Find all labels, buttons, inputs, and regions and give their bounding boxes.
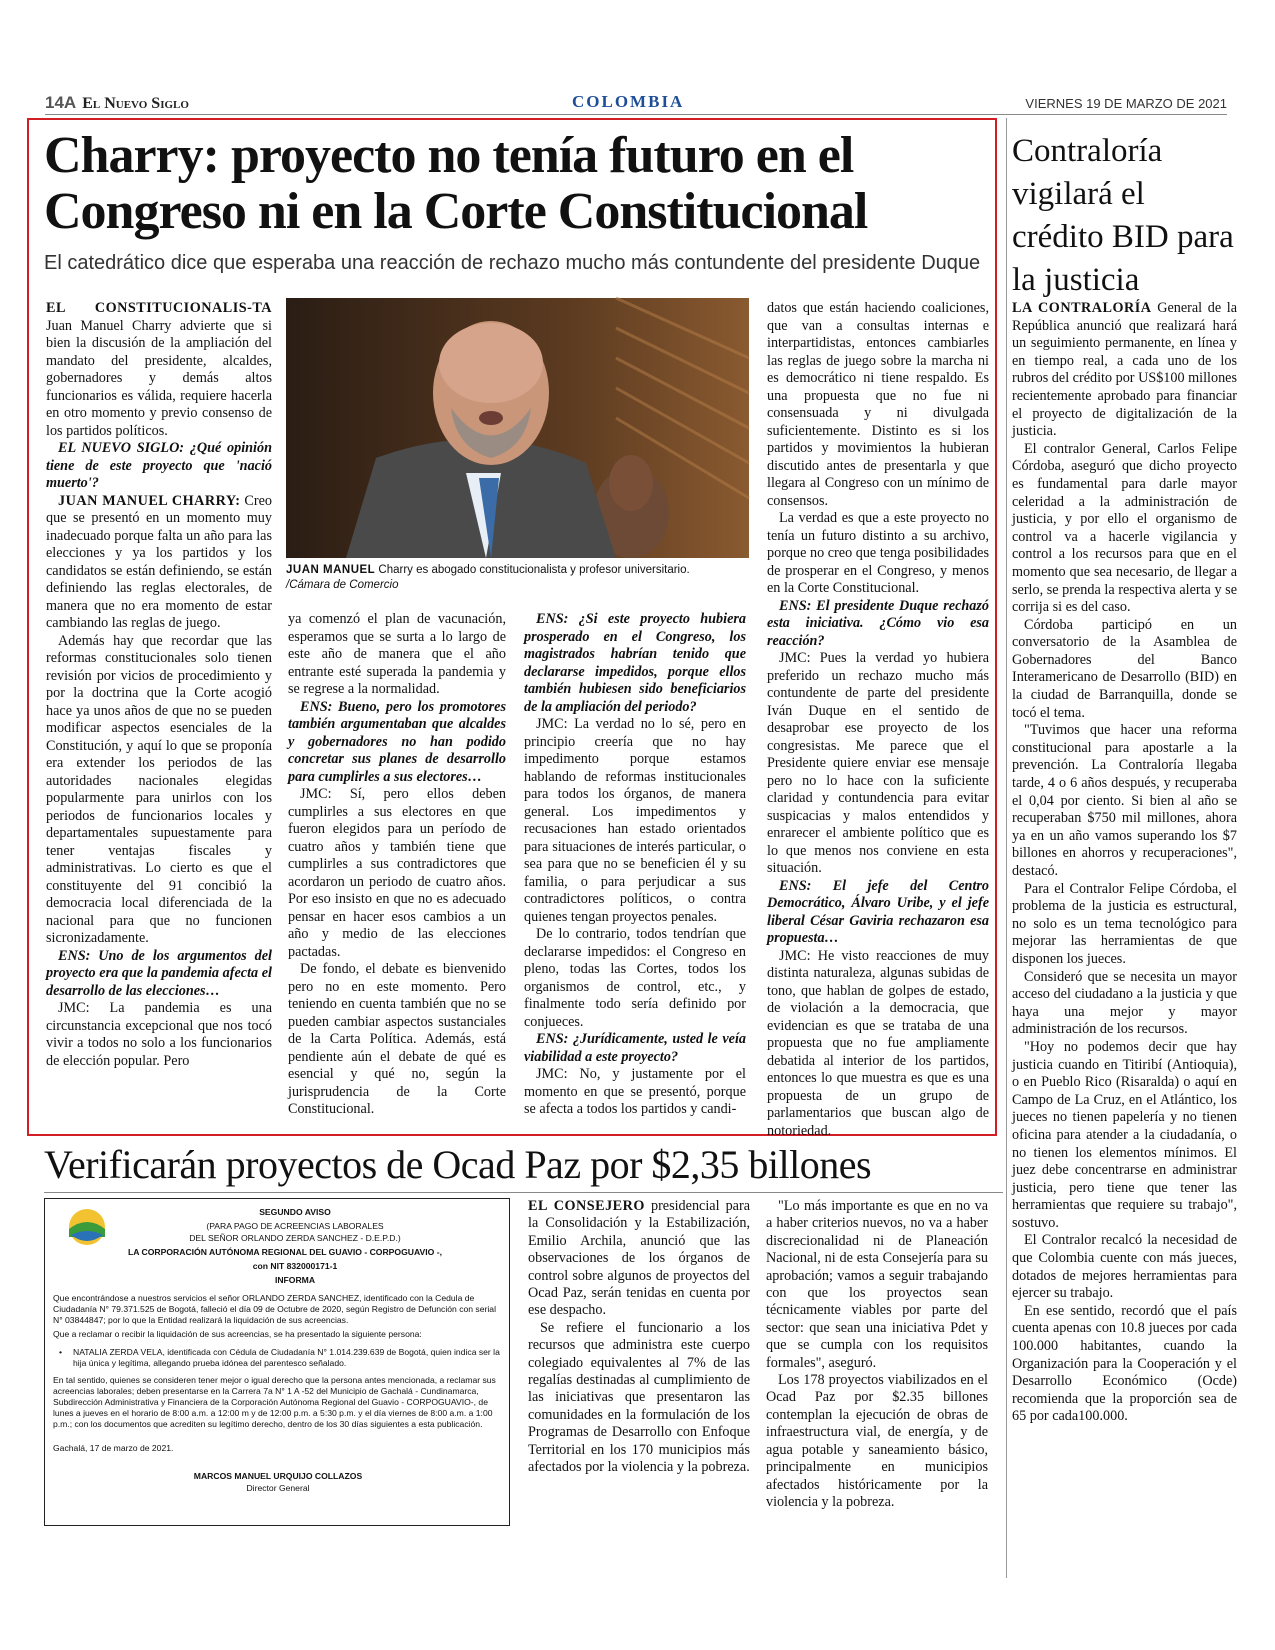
answer: JMC: Pues la verdad yo hubiera preferido un rechazo mucho más contundente de parte del presidente Iván Duque en el sentido de desaprobar ese proyecto de los congresistas. Me parece que el Presidente quiere enviar ese mensaje pero no lo hace con la suficiente claridad y contundencia para evitar suspicacias y malos entendidos y enrarecer el ambiente político que es lo que menos nos conviene en esta situación. bbox=[767, 650, 989, 876]
photo-caption: JUAN MANUEL Charry es abogado constitucionalista y profesor universitario. /Cámara de Comercio bbox=[286, 564, 690, 591]
main-column-4 bbox=[767, 300, 989, 1139]
paragraph: "Tuvimos que hacer una reforma constitucional para apostarle a la prevención. La Contraloría llegaba tarde, 4 o 6 años después, y recuperaba el 0,04 por ciento. Si bien al año se recuperaban $750 mil millones, ahora ya en un año vamos superando los $7 billones en ahorros y recuperaciones", destacó. bbox=[1012, 722, 1237, 879]
paragraph: EL CONSEJERO presidencial para la Consolidación y la Estabilización, Emilio Archila, anunció que las observaciones de los órganos de control sobre algunos de proyectos del Ocad Paz, serán tenidas en cuenta por ese despacho. bbox=[528, 1198, 750, 1319]
paragraph: De fondo, el debate es bienvenido pero no en este momento. Pero teniendo en cuenta también que no se pueden cambiar aspectos sustanciales de la Carta Política. Además, está pendiente aún el debate de qué es esencial y qué no, según la jurisprudencia de la Corte Constitucional. bbox=[288, 961, 506, 1117]
main-headline: Charry: proyecto no tenía futuro en el Congreso ni en la Corte Constitucional bbox=[44, 127, 868, 240]
main-column-1 bbox=[46, 300, 272, 1132]
question: EL NUEVO SIGLO: ¿Qué opinión tiene de este proyecto que 'nació muerto'? bbox=[46, 440, 272, 491]
photo-credit: /Cámara de Comercio bbox=[286, 579, 399, 591]
paragraph: De lo contrario, todos tendrían que declararse impedidos: el Congreso en pleno, todas las Cortes, todos los organismos de control, etc., y finalmente todo sería definido por conjueces. bbox=[524, 926, 746, 1030]
notice-line: DEL SEÑOR ORLANDO ZERDA SANCHEZ - D.E.P.D.) bbox=[189, 1233, 401, 1243]
main-column-3 bbox=[524, 611, 746, 1131]
paragraph: Consideró que se necesita un mayor acceso del ciudadano a la justicia y que haya una mejor y mayor administración de los recursos. bbox=[1012, 968, 1237, 1038]
column-divider bbox=[1006, 118, 1007, 1578]
side-article-body bbox=[1012, 300, 1237, 1600]
second-article-column-2 bbox=[766, 1198, 988, 1578]
paragraph: La verdad es que a este proyecto no tenía un futuro distinto a su archivo, porque no creo que tenga posibilidades de prosperar en el Congreso, y menos en la Corte Constitucional. bbox=[767, 510, 989, 596]
notice-signature-title: Director General bbox=[246, 1483, 310, 1493]
notice-paragraph: Que encontrándose a nuestros servicios el señor ORLANDO ZERDA SANCHEZ, identificado con la Cedula de Ciudadanía N° 79.371.525 de Bogotá, falleció el día 09 de Octubre de 2020, según Registro de Defunción con serial N° 03844847; por lo que la Entidad realizará la liquidación de sus acreencias. bbox=[53, 1293, 496, 1325]
answer: JUAN MANUEL CHARRY: Creo que se presentó en un momento muy inadecuado porque falta un año para las elecciones y ya los partidos y los candidatos se están definiendo, se están definiendo las reglas electorales, de manera que no era momento de estar cambiando las reglas de juego. bbox=[46, 492, 272, 631]
notice-paragraph: • NATALIA ZERDA VELA, identificada con Cédula de Ciudadanía N° 1.014.239.639 de Bogotá, quien indica ser la hija única y legítima, allegando prueba idónea del parentesco señalado. bbox=[59, 1347, 500, 1368]
header-rule bbox=[45, 114, 1227, 115]
paragraph: Además hay que recordar que las reformas constitucionales solo tienen revisión por vicios de procedimiento y por la doctrina que la Corte acogió hace ya unos años de que no se pueden modificar aspectos esenciales de la Constitución, y aquí lo que se proponía era extender los periodos de las autoridades nacionales elegidas popularmente para unirlos con los periodos de funcionarios locales y departamentales supuestamente para tener ventajas fiscales y administrativas. Lo cierto es que el constituyente del 91 concibió la democracia local diferenciada de la nacional para que no funcionen sicronizadamente. bbox=[46, 632, 272, 946]
paragraph: LA CONTRALORÍA General de la República anunció que realizará hará un seguimiento permanente, en línea y en tiempo real, a cada uno de los rubros del crédito por US$100 millones recientemente aprobado para financiar el proyecto de digitalización de la justicia. bbox=[1012, 300, 1237, 440]
answer: JMC: He visto reacciones de muy distinta naturaleza, algunas subidas de tono, que hablan de golpes de estado, de violación a la democracia, que evidencian es que se trataba de una propuesta que no fue ampliamente debatida al interior de los partidos, entonces lo que muestra es que es una propuesta de un grupo de parlamentarios que buscan algo de notoriedad. bbox=[767, 947, 989, 1139]
main-column-2 bbox=[288, 611, 506, 1131]
answer: JMC: La pandemia es una circunstancia excepcional que nos tocó vivir a todos no solo a los funcionarios de elección popular. Pero bbox=[46, 1000, 272, 1069]
paragraph: EL CONSTITUCIONALIS-TA Juan Manuel Charry advierte que si bien la discusión de la ampliación del mandato del presidente, alcaldes, gobernadores y demás altos funcionarios es válida, requiere hacerla en otro momento y previo consenso de los partidos políticos. bbox=[46, 300, 272, 439]
page-number: 14A El Nuevo Siglo bbox=[45, 93, 189, 112]
notice-paragraph: Gachalá, 17 de marzo de 2021. bbox=[53, 1443, 174, 1453]
answer: JMC: Sí, pero ellos deben cumplirles a sus electores en que fueron elegidos para un período de cuatro años y también tiene que cumplirles a sus contradictores que acordaron un periodo de cuatro años. Por eso insisto en que no es adecuado pensar en hacer esos cambios a un año y medio de las elecciones pactadas. bbox=[288, 786, 506, 960]
legal-notice bbox=[44, 1198, 510, 1526]
answer: JMC: No, y justamente por el momento en que se presentó, porque se afecta a todos los partidos y candi- bbox=[524, 1066, 746, 1117]
paragraph: El Contralor recalcó la necesidad de que Colombia cuente con más jueces, dotados de mejores herramientas para ejercer su trabajo. bbox=[1012, 1232, 1237, 1302]
notice-paragraph: Que a reclamar o recibir la liquidación de sus acreencias, se ha presentado la siguiente persona: bbox=[53, 1329, 422, 1339]
paragraph: datos que están haciendo coaliciones, que van a consultas internas e interpartidistas, entonces cambiarles las reglas de juego sobre la marcha ni es democrático ni tiene respaldo. Es una propuesta que no fue ni consensuada y ni divulgada suficientemente. Distinto es si los partidos y movimientos la hubieran discutido antes de presentarla y que llegara al Congreso con un mínimo de consensos. bbox=[767, 300, 989, 509]
paragraph: Los 178 proyectos viabilizados en el Ocad Paz por $2.35 billones contemplan la ejecución de obras de infraestructura vial, de energía, y de agua potable y saneamiento básico, principalmente en municipios afectados históricamente por la violencia y la pobreza. bbox=[766, 1372, 988, 1510]
corpoguavio-logo-icon bbox=[67, 1207, 107, 1247]
question: ENS: El jefe del Centro Democrático, Álvaro Uribe, y el jefe liberal César Gaviria rechazaron esa propuesta… bbox=[767, 877, 989, 946]
notice-line: (PARA PAGO DE ACREENCIAS LABORALES bbox=[206, 1221, 384, 1231]
main-subhead: El catedrático dice que esperaba una reacción de rechazo mucho más contundente del presidente Duque bbox=[44, 252, 981, 274]
paragraph: Para el Contralor Felipe Córdoba, el problema de la justicia es estructural, no solo es un tema tecnológico para mejorar las herramientas de que disponen los jueces. bbox=[1012, 880, 1237, 967]
notice-line: INFORMA bbox=[274, 1275, 316, 1285]
second-headline: Verificarán proyectos de Ocad Paz por $2,35 billones bbox=[44, 1142, 872, 1187]
issue-date: VIERNES 19 DE MARZO DE 2021 bbox=[1025, 96, 1227, 111]
paragraph: "Hoy no podemos decir que hay justicia cuando en Titiribí (Antioquia), o en Pueblo Rico (Risaralda) o aquí en Campo de La Cruz, en el Atlántico, los jueces no tienen papelería y no tienen oficina para atender a la ciudadanía, o no tienen los elementos mínimos. El juez debe concentrarse en administrar justicia, pero tiene que tener las herramientas que requiere su trabajo", sostuvo. bbox=[1012, 1038, 1237, 1231]
notice-title: SEGUNDO AVISO bbox=[259, 1207, 331, 1217]
question: ENS: El presidente Duque rechazó esta iniciativa. ¿Cómo vio esa reacción? bbox=[767, 597, 989, 649]
second-headline-rule bbox=[44, 1192, 1003, 1193]
question: ENS: Bueno, pero los promotores también argumentaban que alcaldes y gobernadores no han podido concretar sus planes de desarrollo para cumplirles a sus electores… bbox=[288, 698, 506, 785]
publication-name: El Nuevo Siglo bbox=[82, 95, 189, 112]
notice-paragraph: En tal sentido, quienes se consideren tener mejor o igual derecho que la persona antes mencionada, a reclamar sus acreencias laborales; deben presentarse en la Carrera 7a N° 1 A -52 del Municipio de Gachalá - Cundinamarca, Subdirección Administrativa y Financiera de la Corporación Autónoma Regional del Guavio - CORPOGUAVIO-, de lunes a jueves en el horario de 8:00 a.m. a 12:00 m y de 12:00 p.m. a 5:30 p.m. y el día viernes de 8:00 a.m. a 1:00 p.m.; con los documentos que acrediten su legítimo derecho, dentro de los 30 días siguientes a esta publicación. bbox=[53, 1375, 496, 1429]
article-photo bbox=[286, 298, 749, 558]
question: ENS: ¿Jurídicamente, usted le veía viabilidad a este proyecto? bbox=[524, 1031, 746, 1065]
paragraph: En ese sentido, recordó que el país cuenta apenas con 10.8 jueces por cada 100.000 habitantes, cuando la Organización para la Cooperación y el Desarrollo Económico (Ocde) recomienda que la proporción sea de 65 por cada100.000. bbox=[1012, 1302, 1237, 1425]
notice-line: LA CORPORACIÓN AUTÓNOMA REGIONAL DEL GUAVIO - CORPOGUAVIO -, bbox=[128, 1247, 442, 1257]
question: ENS: ¿Si este proyecto hubiera prosperado en el Congreso, los magistrados habrían tenido que declararse impedidos, porque ellos también hubiesen sido beneficiarios de la ampliación del periodo? bbox=[524, 611, 746, 715]
question: ENS: Uno de los argumentos del proyecto era que la pandemia afecta el desarrollo de las elecciones… bbox=[46, 947, 272, 999]
paragraph: Se refiere el funcionario a los recursos que administra este cuerpo colegiado equivalentes al 7% de las regalías destinadas al cumplimiento de las iniciativas que presentaron las comunidades en la formulación de los Programas de Desarrollo con Enfoque Territorial en los 170 municipios más afectados por la violencia y la pobreza. bbox=[528, 1319, 750, 1476]
second-article-column-1 bbox=[528, 1198, 750, 1578]
side-headline: Contraloría vigilará el crédito BID para la justicia bbox=[1012, 133, 1234, 298]
answer: JMC: La verdad no lo sé, pero en principio creería que no hay impedimento porque estamos hablando de reformas institucionales para todos los órganos, de manera general. Los impedimentos y recusaciones han estado orientados para situaciones de interés particular, o sea para que no se beneficien él y su familia, o para perjudicar a sus contradictores políticos, o contra quienes tengan proyectos penales. bbox=[524, 716, 746, 925]
notice-signature-name: MARCOS MANUEL URQUIJO COLLAZOS bbox=[193, 1471, 363, 1481]
paragraph: El contralor General, Carlos Felipe Córdoba, aseguró que dicho proyecto es fundamental para darle mayor celeridad a la administración de justicia, y por ello el organismo de control va a hacerle vigilancia y control a los recursos para que en el momento que sea necesario, de llegar a serlo, se prenda la respectiva alerta y se corrija si es del caso. bbox=[1012, 440, 1237, 616]
paragraph: ya comenzó el plan de vacunación, esperamos que se surta a lo largo de este año de manera que el año entrante esté superada la pandemia y se regrese a la normalidad. bbox=[288, 611, 506, 697]
paragraph: "Lo más importante es que en no va a haber criterios nuevos, no va a haber discrecionalidad ni de Planeación Nacional, ni de esta Consejería para su aprobación; vamos a seguir trabajando con que los proyectos sean técnicamente viables por parte del sector: que sean una iniciativa Pdet y que se cumpla con los requisitos formales", aseguró. bbox=[766, 1198, 988, 1371]
section-title: COLOMBIA bbox=[572, 92, 685, 111]
paragraph: Córdoba participó en un conversatorio de la Asamblea de Gobernadores del Banco Interamericano de Desarrollo (BID) en la ciudad de Barranquilla, donde se tocó el tema. bbox=[1012, 616, 1237, 721]
notice-line: con NIT 832000171-1 bbox=[252, 1261, 338, 1271]
